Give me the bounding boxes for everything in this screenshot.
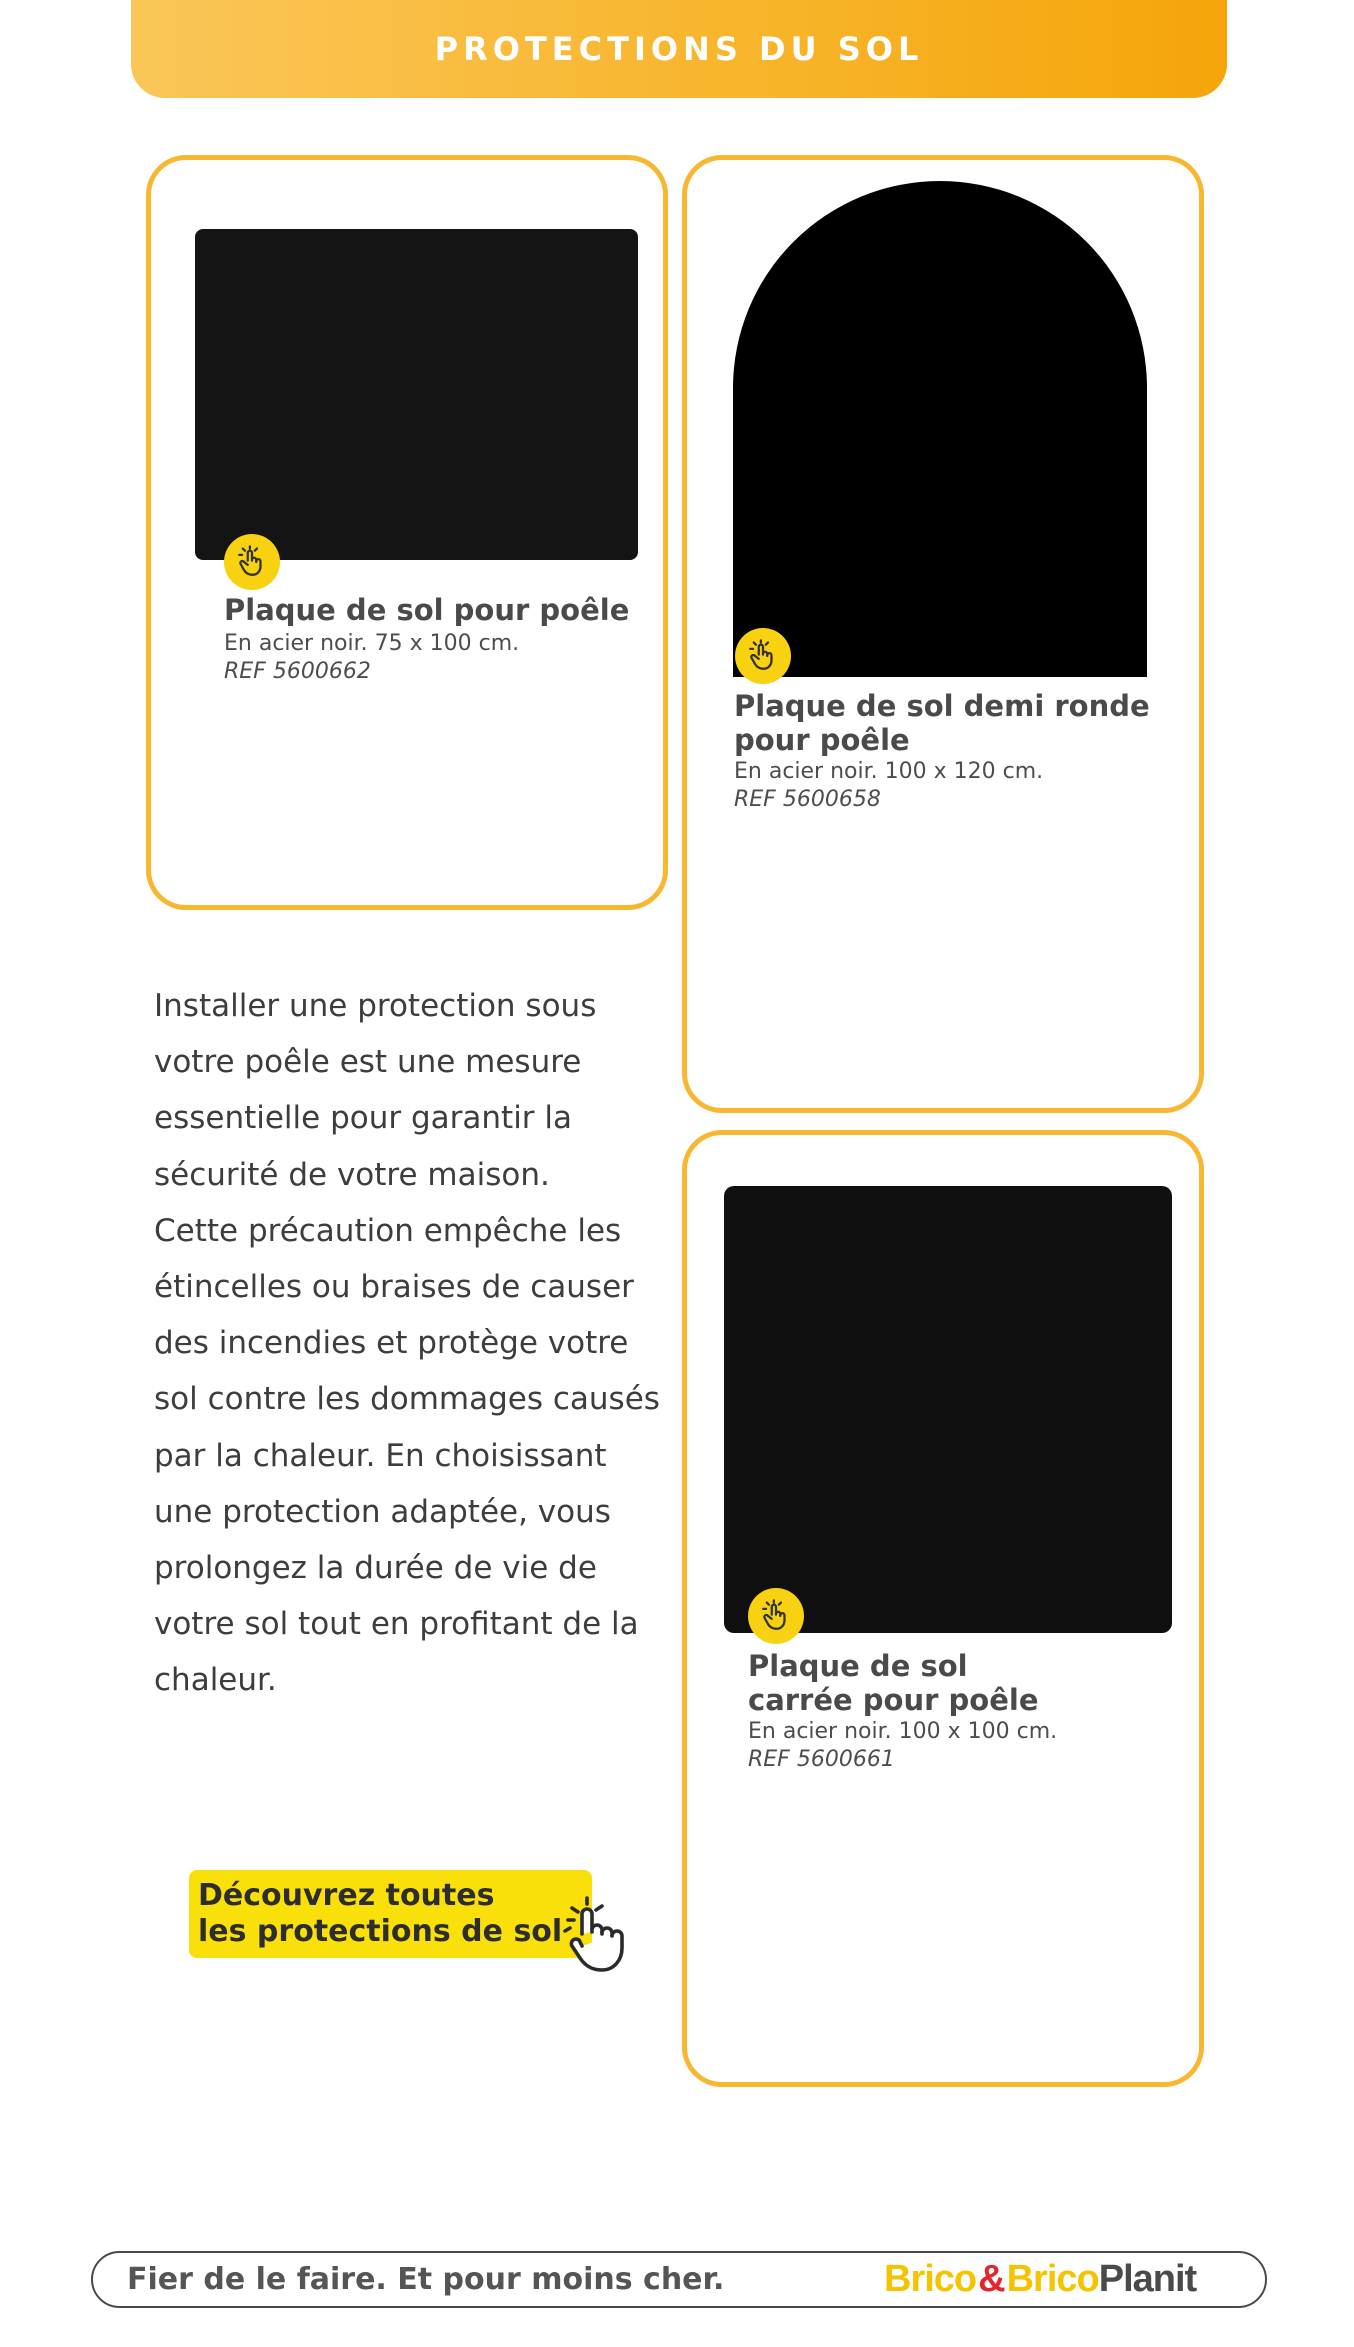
cta-line: les protections de sol xyxy=(198,1914,563,1949)
product-description-2: En acier noir. 100 x 120 cm. xyxy=(734,759,1044,784)
product-ref-3: REF 5600661 xyxy=(748,1747,895,1772)
product-name-2[interactable] xyxy=(734,689,1150,757)
intro-paragraph xyxy=(154,978,674,1709)
section-header xyxy=(131,0,1227,98)
discover-protections-button[interactable] xyxy=(189,1870,592,1958)
logo-planit: Planit xyxy=(1098,2257,1197,2300)
intro-line: chaleur. xyxy=(154,1662,277,1699)
product-name-line: carrée pour poêle xyxy=(748,1683,1039,1717)
intro-line: par la chaleur. En choisissant xyxy=(154,1437,607,1474)
product-description-3: En acier noir. 100 x 100 cm. xyxy=(748,1719,1058,1744)
intro-line: prolongez la durée de vie de xyxy=(154,1550,597,1587)
pointing-hand-icon[interactable] xyxy=(224,534,280,590)
pointing-hand-icon[interactable] xyxy=(735,628,791,684)
intro-line: sol contre les dommages causés xyxy=(154,1381,660,1418)
logo-brico-2: Brico xyxy=(1006,2257,1099,2300)
product-image-2[interactable] xyxy=(733,181,1147,677)
intro-line: une protection adaptée, vous xyxy=(154,1493,611,1530)
logo-ampersand: & xyxy=(978,2257,1005,2300)
product-description-1: En acier noir. 75 x 100 cm. xyxy=(224,631,520,656)
section-title: PROTECTIONS DU SOL xyxy=(434,30,924,68)
intro-line: des incendies et protège votre xyxy=(154,1325,629,1362)
cta-line: Découvrez toutes xyxy=(198,1878,495,1913)
product-name-line: Plaque de sol xyxy=(748,1649,968,1683)
product-image-1[interactable] xyxy=(195,229,638,560)
product-name-1[interactable] xyxy=(224,593,629,627)
pointing-hand-icon[interactable] xyxy=(554,1894,630,1974)
intro-line: Installer une protection sous xyxy=(154,988,597,1024)
logo-brico: Brico xyxy=(884,2257,977,2300)
intro-line: votre sol tout en profitant de la xyxy=(154,1606,639,1643)
product-name-line: Plaque de sol pour poêle xyxy=(224,593,630,627)
intro-line: Cette précaution empêche les xyxy=(154,1212,622,1249)
intro-line: essentielle pour garantir la xyxy=(154,1100,573,1137)
product-ref-2: REF 5600658 xyxy=(734,787,881,812)
product-name-3[interactable] xyxy=(748,1649,1038,1717)
product-name-line: pour poêle xyxy=(734,723,910,757)
footer-tagline: Fier de le faire. Et pour moins cher. xyxy=(127,2262,725,2297)
product-ref-1: REF 5600662 xyxy=(224,659,371,684)
brand-logo[interactable] xyxy=(884,2256,1196,2302)
product-name-line: Plaque de sol demi ronde xyxy=(734,689,1150,723)
intro-line: étincelles ou braises de causer xyxy=(154,1269,634,1306)
intro-line: votre poêle est une mesure xyxy=(154,1044,582,1081)
product-image-3[interactable] xyxy=(724,1186,1172,1633)
intro-line: sécurité de votre maison. xyxy=(154,1156,550,1193)
pointing-hand-icon[interactable] xyxy=(748,1588,804,1644)
